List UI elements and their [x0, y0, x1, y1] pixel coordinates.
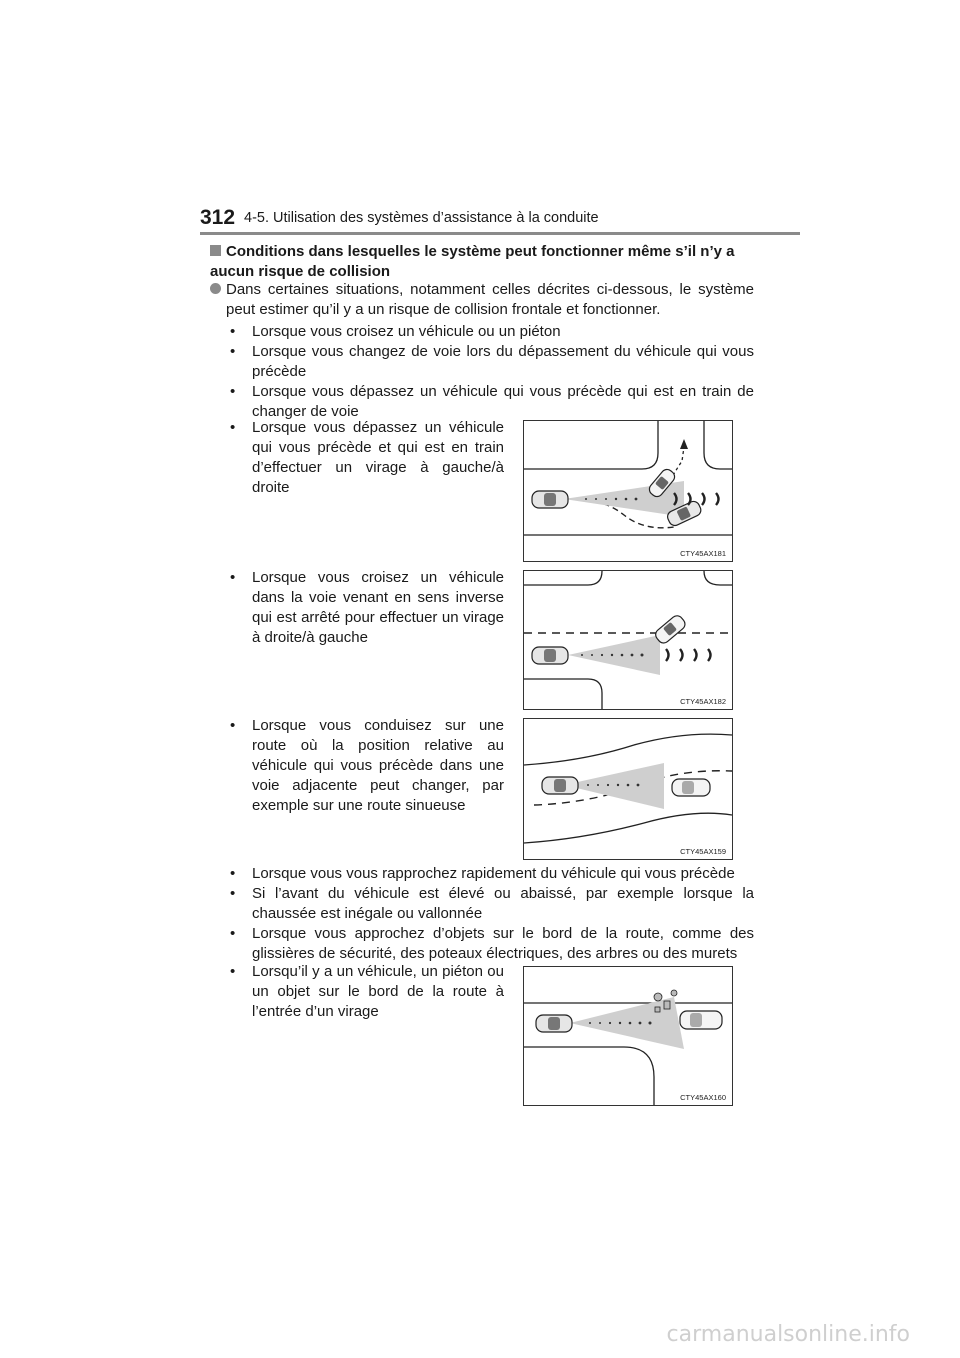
figure-cty45ax160	[523, 966, 733, 1106]
bullet-list-middle	[228, 864, 754, 964]
figure-code: CTY45AX159	[680, 847, 726, 856]
intro-paragraph	[210, 280, 754, 320]
figure-code: CTY45AX160	[680, 1093, 726, 1102]
list-item: • Lorsque vous vous rapprochez rapidement du véhicule qui vous précède	[228, 864, 754, 884]
bullet-list-top	[228, 322, 754, 422]
figure-code: CTY45AX181	[680, 549, 726, 558]
list-item: • Lorsque vous changez de voie lors du dépassement du véhicule qui vous précède	[228, 342, 754, 382]
figure-item-text	[228, 962, 504, 1022]
figure-item-text	[228, 716, 504, 816]
header-title: 4-5. Utilisation des systèmes d’assistance à la conduite	[244, 210, 599, 226]
list-item: • Lorsque vous conduisez sur une route où la position relative au véhicule qui vous précède dans une voie adjacente peut changer, par exemple sur une route sinueuse	[228, 716, 504, 816]
list-item: • Lorsque vous croisez un véhicule ou un piéton	[228, 322, 754, 342]
section-heading	[210, 242, 754, 282]
list-item: • Si l’avant du véhicule est élevé ou abaissé, par exemple lorsque la chaussée est inégale ou vallonnée	[228, 884, 754, 924]
square-bullet-icon	[210, 245, 221, 256]
header-rule	[200, 232, 800, 235]
intro-text-content: Dans certaines situations, notamment celles décrites ci-dessous, le système peut estimer qu’il y a un risque de collision frontale et fonctionner.	[226, 281, 754, 318]
circle-bullet-icon	[210, 283, 221, 294]
figure-cty45ax182	[523, 570, 733, 710]
list-item: • Lorsque vous dépassez un véhicule qui vous précède qui est en train de changer de voie	[228, 382, 754, 422]
figure-item-text	[228, 418, 504, 498]
figure-code: CTY45AX182	[680, 697, 726, 706]
list-item: • Lorsqu’il y a un véhicule, un piéton ou un objet sur le bord de la route à l’entrée d’un virage	[228, 962, 504, 1022]
list-item: • Lorsque vous dépassez un véhicule qui vous précède et qui est en train d’effectuer un virage à gauche/à droite	[228, 418, 504, 498]
intro-text	[210, 280, 754, 320]
section-heading-text: Conditions dans lesquelles le système peut fonctionner même s’il n’y a aucun risque de collision	[210, 243, 735, 280]
figure-cty45ax181	[523, 420, 733, 562]
watermark: carmanualsonline.info	[666, 1322, 910, 1347]
page-number: 312	[200, 206, 236, 229]
list-item: • Lorsque vous approchez d’objets sur le bord de la route, comme des glissières de sécurité, des poteaux électriques, des arbres ou des murets	[228, 924, 754, 964]
list-item: • Lorsque vous croisez un véhicule dans la voie venant en sens inverse qui est arrêté pour effectuer un virage à droite/à gauche	[228, 568, 504, 648]
figure-cty45ax159	[523, 718, 733, 860]
figure-item-text	[228, 568, 504, 648]
